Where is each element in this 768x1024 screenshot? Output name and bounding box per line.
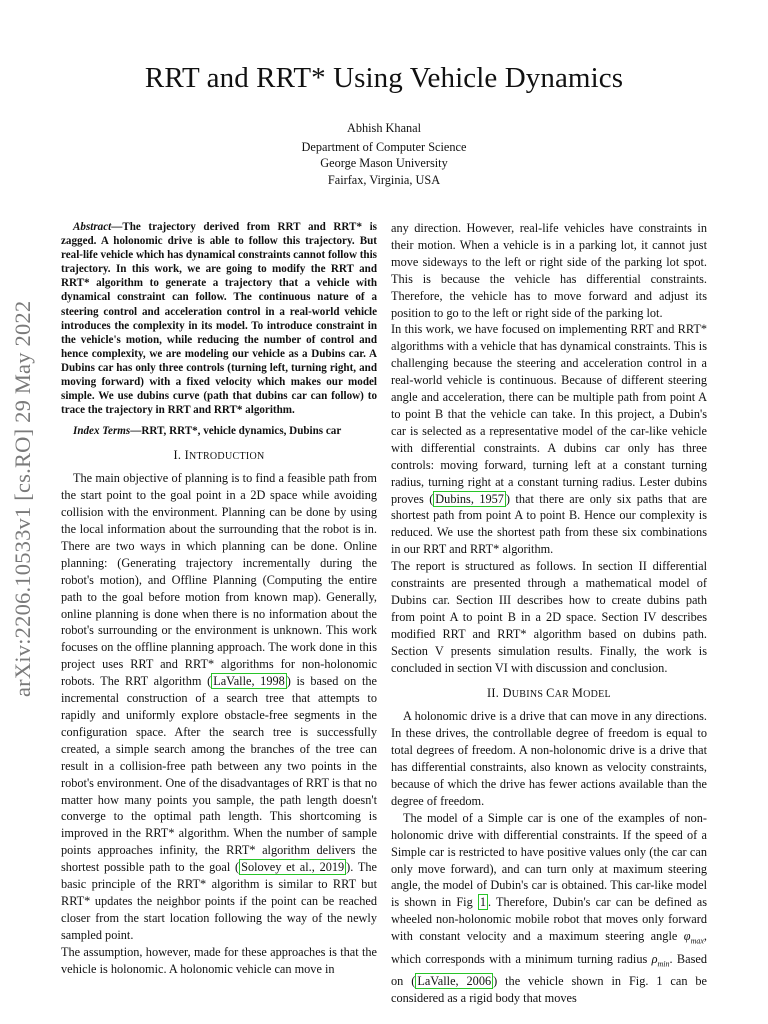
intro-paragraph-1: The main objective of planning is to find a feasible path from the start point to the goal point in a 2D space while avoiding collision with the environment. Planning can be done by using the local information about the surrounding that the robot is in. There are two ways in which planning can be done. Online planning: (Generating trajectory incrementally during the robot's motion), and Offline Planning (Computing the entire path to the goal before motion from known map). Generally, online planning is done when there is no information about the robot's surrounding or the environment is unknown. This work focuses on the offline planning approach. The work done in this project uses RRT and RRT* algorithms for non-holonomic robots. The RRT algorithm ( LaValle, 1998 ) is based on the incremental construction of a search tree that attempts to rapidly and uniformly explore obstacle-free segments in the configuration space. After the search tree is successfully created, a simple search among the branches of the tree can result in a collision-free path between any two points in the robot's environment. One of the disadvantages of RRT is that no matter how many points you sample, the path length doesn't converge to the optimal path length. This shortcoming is improved in the RRT* algorithm. When the number of sample points approaches infinity, the RRT* algorithm delivers the shortest possible path to the goal ( Solovey et al., 2019 ). The basic principle of the RRT* algorithm is similar to RRT but RRT* updates the neighbor points if the point can be reached closer from the start location following the way of the newly sampled point. — [61, 471, 377, 942]
abstract-lead: Abstract — [73, 221, 112, 233]
rho-min-symbol: $\rho_{min}$ — [651, 951, 670, 968]
author-department: Department of Computer Science — [301, 140, 467, 155]
author-name: Abhish Khanal — [346, 121, 422, 135]
citation-link[interactable]: Solovey et al., 2019 — [241, 860, 345, 875]
citation-link[interactable]: LaValle, 2006 — [417, 973, 492, 988]
intro-paragraph-2-continued: any direction. However, real-life vehicles have constraints in their motion. When a vehicle is in a parking lot, it cannot just move sideways to the left or right side of the parking lot spot. This is because the vehicle has differential constraints. Therefore, the vehicle has to move forward and adjust its position to go to the left or right side of the parking lot. — [391, 221, 707, 320]
section-heading-introduction: I. INTRODUCTION — [173, 448, 265, 463]
section-heading-dubins-car-model: II. DUBINS CAR MODEL — [487, 686, 611, 701]
left-column — [61, 220, 377, 978]
author-university: George Mason University — [320, 156, 448, 171]
intro-paragraph-2: The assumption, however, made for these approaches is that the vehicle is holonomic. A holonomic vehicle can move in — [61, 944, 377, 976]
right-column — [391, 220, 707, 1007]
citation-link[interactable]: LaValle, 1998 — [213, 674, 285, 689]
intro-paragraph-4: The report is structured as follows. In section II differential constraints are presented through a mathematical model of Dubins car. Section III describes how to create dubins path from point A to point B in a 2D space. Section IV describes modified RRT and RRT* algorithm based on dubins path. Section V presents simulation results. Finally, the work is concluded in section VI with discussion and conclusion. — [391, 559, 707, 675]
paper-title: RRT and RRT* Using Vehicle Dynamics — [144, 62, 624, 94]
index-terms-lead: Index Terms — [73, 425, 131, 438]
model-paragraph-2: The model of a Simple car is one of the examples of non-holonomic drive with differential constraints. If the speed of a Simple car is restricted to have positive values only (the car can only move forward), and can turn only at maximum steering angle, the model of Dubin's car is obtained. This car-like model is shown in Fig 1 . Therefore, Dubin's car can be defined as wheeled non-holonomic mobile robot that moves only forward with constant velocity and a maximum steering angle $\varphi_{max}$, which corresponds with a minimum turning radius $\rho_{min}$. Based on ( LaValle, 2006 ) the vehicle shown in Fig. 1 can be considered as a rigid body that moves — [391, 810, 707, 1005]
intro-paragraph-3: In this work, we have focused on implementing RRT and RRT* algorithms with a vehicle that has dynamical constraints. This is challenging because the steering and acceleration control in a real-world vehicle is continuous. Because of different steering angle and acceleration, there can be multiple path from point A to point B that the vehicle can take. In this project, a Dubin's car is selected as a representative model of the car-like vehicle with differential constraints. A dubins car only has three controls: moving forward, turning left at a constant turning radius, turning right at a constant turning radius. Lester dubins proves ( Dubins, 1957 ) that there are only six paths that are shortest path from point A to point B. Hence our complexity is reduced. We use the shortest path from these six combinations in our RRT and RRT* algorithm. — [391, 322, 707, 557]
figure-reference-link[interactable]: 1 — [479, 895, 487, 910]
citation-link[interactable]: Dubins, 1957 — [435, 491, 504, 506]
index-terms — [61, 424, 377, 438]
phi-max-symbol: $\varphi_{max}$ — [683, 929, 704, 946]
author-location: Fairfax, Virginia, USA — [327, 172, 441, 187]
abstract — [61, 220, 377, 417]
author-block — [0, 120, 768, 188]
model-paragraph-1: A holonomic drive is a drive that can move in any directions. In these drives, the controllable degree of freedom is equal to total degrees of freedom. A non-holonomic drive is a drive that has differential constraints, also known as velocity constraints, because of which the drive has fewer actions available than the degree of freedom. — [391, 709, 707, 808]
index-terms-text: —RRT, RRT*, vehicle dynamics, Dubins car — [130, 425, 342, 438]
arxiv-identifier: arXiv:2206.10533v1 [cs.RO] 29 May 2022 — [10, 300, 35, 697]
abstract-text: —The trajectory derived from RRT and RRT* is zagged. A holonomic drive is able to follow this trajectory. But real-life vehicle which has dynamical constraints cannot follow this trajectory. In this work, we are going to modify the RRT and RRT* algorithm to generate a trajectory that a vehicle with dynamical constraint can follow. The continuous nature of a steering control and acceleration control in a real-world vehicle introduces the complexity in its model. To introduce constraint in the vehicle's motion, while reducing the number of control and hence complexity, we are modeling our vehicle as a Dubins car. A Dubins car has only three controls (turning left, turning right, and moving forward) with a fixed velocity which makes our model simple. We use dubins curve (path that dubins car can follow) to trace the trajectory in RRT and RRT* algorithm. — [61, 221, 377, 417]
